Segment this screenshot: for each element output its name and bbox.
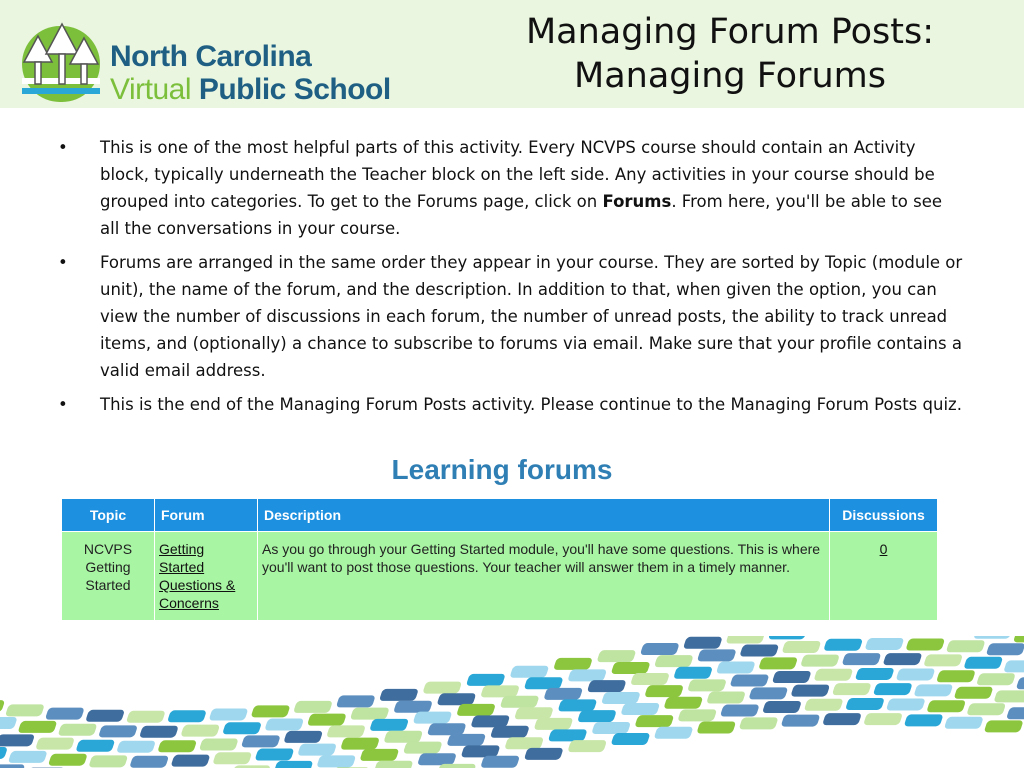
- decorative-tile: [180, 725, 220, 737]
- decorative-tile: [748, 687, 788, 699]
- decorative-tile: [697, 649, 737, 661]
- decorative-tile: [422, 682, 462, 694]
- decorative-tile: [597, 650, 637, 662]
- decorative-tile: [896, 668, 936, 680]
- ncvps-logo: [18, 18, 428, 108]
- bullet-text: [100, 134, 963, 242]
- decorative-tile: [620, 703, 660, 715]
- decorative-tile: [883, 653, 923, 665]
- decorative-tile: [437, 764, 477, 768]
- column-header-description[interactable]: Description: [258, 499, 830, 532]
- decorative-tile: [470, 715, 510, 727]
- cell-discussions: [830, 532, 938, 621]
- decorative-tile: [514, 707, 554, 719]
- logo-line-north-carolina: North Carolina: [110, 40, 312, 73]
- decorative-tile: [58, 724, 98, 736]
- decorative-tile: [654, 727, 694, 739]
- decorative-tile: [790, 685, 830, 697]
- decorative-tile: [954, 687, 994, 699]
- decorative-tile: [936, 670, 976, 682]
- decorative-tile: [634, 715, 674, 727]
- decorative-tile: [730, 675, 770, 687]
- table-row: [62, 532, 938, 621]
- forums-table-header-row: [62, 499, 938, 532]
- decorative-tile: [480, 685, 520, 697]
- decorative-tile: [0, 717, 18, 729]
- decorative-tile: [993, 690, 1024, 702]
- decorative-tile: [251, 705, 291, 717]
- decorative-tile: [167, 710, 207, 722]
- decorative-tile: [500, 696, 540, 708]
- decorative-tile: [0, 734, 35, 746]
- decorative-tile: [45, 708, 85, 720]
- decorative-tile: [264, 719, 304, 731]
- decorative-tile: [369, 719, 409, 731]
- decorative-tile: [567, 740, 607, 752]
- decorative-tile: [601, 692, 641, 704]
- decorative-tile: [0, 764, 25, 768]
- decorative-tile: [923, 654, 963, 666]
- decorative-tile: [772, 671, 812, 683]
- decorative-tile: [209, 708, 249, 720]
- decorative-tile: [696, 721, 736, 733]
- decorative-tile: [524, 748, 564, 760]
- decorative-tile: [504, 737, 544, 749]
- bullet-text: Forums are arranged in the same order they appear in your course. They are sorted by Topic (module or unit), the name of the forum, and the description. In addition to that, when given the option, you can view the number of discussions in each forum, the number of unread posts, the ability to track unread items, and (optionally) a chance to subscribe to forums via email. Make sure that your profile contains a valid email address.: [100, 253, 963, 380]
- decorative-tile: [316, 755, 356, 767]
- decorative-tile: [781, 641, 821, 653]
- decorative-tile: [739, 645, 779, 657]
- decorative-tile: [543, 688, 583, 700]
- decorative-tile: [781, 715, 821, 727]
- decorative-tile: [716, 661, 756, 673]
- decorative-tile: [905, 638, 945, 650]
- decorative-tile: [393, 701, 433, 713]
- decorative-tile: [336, 695, 376, 707]
- decorative-tile: [687, 679, 727, 691]
- bullet-list: [58, 134, 963, 425]
- bullet-item-forums-page: [58, 134, 963, 242]
- decorative-tile: [326, 725, 366, 737]
- decorative-tile: [466, 674, 506, 686]
- decorative-tile: [845, 698, 885, 710]
- decorative-tile: [946, 640, 986, 652]
- decorative-tile: [297, 744, 337, 756]
- decorative-tile: [768, 636, 808, 639]
- decorative-tile: [116, 741, 156, 753]
- decorative-tile: [480, 756, 520, 768]
- decorative-tile: [374, 761, 414, 768]
- decorative-tile: [963, 657, 1003, 669]
- decorative-tile: [524, 677, 564, 689]
- bullet-item-end-of-activity: [58, 391, 963, 418]
- decorative-tile: [1003, 660, 1024, 672]
- decorative-tile: [413, 712, 453, 724]
- cell-topic: NCVPS Getting Started: [62, 532, 155, 621]
- decorative-tile: [340, 738, 380, 750]
- decorative-tile: [139, 726, 179, 738]
- decorative-tile: [553, 658, 593, 670]
- decorative-tile: [437, 693, 477, 705]
- decorative-tile: [427, 723, 467, 735]
- decorative-tile: [0, 700, 5, 712]
- decorative-tile: [88, 755, 128, 767]
- logo-words-public-school: Public School: [198, 73, 391, 106]
- decorative-tile: [199, 738, 239, 750]
- bullet-text-bold-forums: Forums: [602, 192, 672, 211]
- decorative-tile: [591, 722, 631, 734]
- bullet-marker: •: [58, 395, 68, 414]
- cell-description: As you go through your Getting Started module, you'll have some questions. This is where you'll want to post those questions. Your teacher will answer them in a timely manner.: [258, 532, 830, 621]
- forum-link-getting-started[interactable]: Getting Started Questions & Concerns: [159, 541, 236, 611]
- decorative-tile: [241, 735, 281, 747]
- decorative-tile: [611, 662, 651, 674]
- decorative-tile: [35, 738, 75, 750]
- decorative-tile: [456, 704, 496, 716]
- bullet-marker: •: [58, 253, 68, 272]
- decorative-tile: [0, 747, 8, 759]
- decorative-tile: [644, 685, 684, 697]
- decorative-tile: [1016, 677, 1024, 689]
- decorative-tile: [762, 701, 802, 713]
- decorative-tile: [461, 745, 501, 757]
- decorative-tile: [509, 666, 549, 678]
- decorative-tile: [307, 714, 347, 726]
- decorative-tile: [677, 709, 717, 721]
- decorative-tile: [212, 752, 252, 764]
- bullet-text-after: . From here, you'll be able to see all the conversations in your course.: [100, 192, 943, 238]
- learning-forums-heading: Learning forums: [391, 454, 613, 485]
- decorative-tile: [863, 713, 903, 725]
- logo-wordmark: [110, 40, 391, 106]
- tree-logo-icon: [18, 18, 108, 108]
- decorative-tile: [222, 722, 262, 734]
- column-header-discussions[interactable]: Discussions: [830, 499, 938, 532]
- decorative-tile: [85, 710, 125, 722]
- decorative-tile: [976, 673, 1016, 685]
- decorative-tile: [966, 703, 1006, 715]
- slide-title: [440, 10, 1020, 98]
- decorative-tile: [944, 717, 984, 729]
- decorative-tile: [973, 636, 1013, 639]
- decorative-tile: [255, 749, 295, 761]
- decorative-tile: [673, 667, 713, 679]
- decorative-tile: [490, 726, 530, 738]
- decorative-tile: [630, 673, 670, 685]
- decorative-tile: [379, 689, 419, 701]
- decorative-tile: [283, 731, 323, 743]
- decorative-tile: [984, 720, 1024, 732]
- decorative-tile: [293, 701, 333, 713]
- decorative-tile: [823, 639, 863, 651]
- decorative-tile: [350, 708, 390, 720]
- decorative-tile: [913, 684, 953, 696]
- decorative-tile: [864, 638, 904, 650]
- decorative-tile: [654, 655, 694, 667]
- decorative-tile: [359, 749, 399, 761]
- decorative-tile: [446, 734, 486, 746]
- column-header-topic[interactable]: Topic: [62, 499, 155, 532]
- decorative-tile: [126, 711, 166, 723]
- decorative-tile: [986, 643, 1024, 655]
- decorative-tile: [855, 668, 895, 680]
- decorative-tile: [171, 755, 211, 767]
- discussions-count-link[interactable]: 0: [879, 541, 888, 557]
- decorative-tile: [1006, 707, 1024, 719]
- decorative-tile: [383, 731, 423, 743]
- bullet-text-before: This is one of the most helpful parts of this activity. Every NCVPS course should contain an Activity block, typically underneath the Teacher block on the left side. Any activities in your course should be grouped into categories. To get to the Forums page, click on: [100, 138, 935, 211]
- decorative-tile: [873, 683, 913, 695]
- decorative-tile: [726, 636, 766, 643]
- decorative-tile: [813, 669, 853, 681]
- decorative-tile: [98, 725, 138, 737]
- decorative-tile: [548, 729, 588, 741]
- learning-forums-screenshot: [54, 446, 950, 622]
- decorative-tile: [18, 721, 58, 733]
- decorative-tile: [640, 643, 680, 655]
- slide-title-line-2: Managing Forums: [574, 56, 886, 96]
- bullet-item-forum-arrangement: [58, 249, 963, 384]
- bullet-marker: •: [58, 138, 68, 157]
- decorative-tile: [706, 691, 746, 703]
- decorative-tile: [557, 699, 597, 711]
- decorative-tile: [157, 740, 197, 752]
- decorative-tile: [886, 698, 926, 710]
- decorative-tile: [758, 657, 798, 669]
- slide-title-line-1: Managing Forum Posts:: [525, 12, 935, 52]
- decorative-tile: [842, 653, 882, 665]
- decorative-tile: [587, 680, 627, 692]
- decorative-tile: [904, 714, 944, 726]
- decorative-tile: [5, 704, 45, 716]
- decorative-tile: [75, 740, 115, 752]
- decorative-tile: [129, 756, 169, 768]
- decorative-tile: [804, 699, 844, 711]
- decorative-tile: [48, 754, 88, 766]
- decorative-tile: [611, 733, 651, 745]
- decorative-tile: [274, 761, 314, 768]
- bullet-text: This is the end of the Managing Forum Posts activity. Please continue to the Managing Forum Posts quiz.: [100, 395, 962, 414]
- decorative-tile-wave: [0, 636, 1024, 768]
- column-header-forum[interactable]: Forum: [155, 499, 258, 532]
- decorative-tile: [534, 718, 574, 730]
- decorative-tile: [739, 717, 779, 729]
- decorative-tile: [567, 669, 607, 681]
- logo-word-virtual: Virtual: [110, 73, 191, 106]
- decorative-tile: [577, 710, 617, 722]
- decorative-tile: [800, 655, 840, 667]
- forums-table: [61, 498, 938, 621]
- cell-forum: [155, 532, 258, 621]
- decorative-tile: [663, 697, 703, 709]
- decorative-tile: [720, 705, 760, 717]
- decorative-tile: [417, 753, 457, 765]
- decorative-tile: [683, 637, 723, 649]
- decorative-tile: [403, 742, 443, 754]
- decorative-tile: [8, 751, 48, 763]
- decorative-tile: [832, 683, 872, 695]
- slide-header: [0, 0, 1024, 108]
- decorative-tile: [822, 713, 862, 725]
- decorative-tile: [926, 700, 966, 712]
